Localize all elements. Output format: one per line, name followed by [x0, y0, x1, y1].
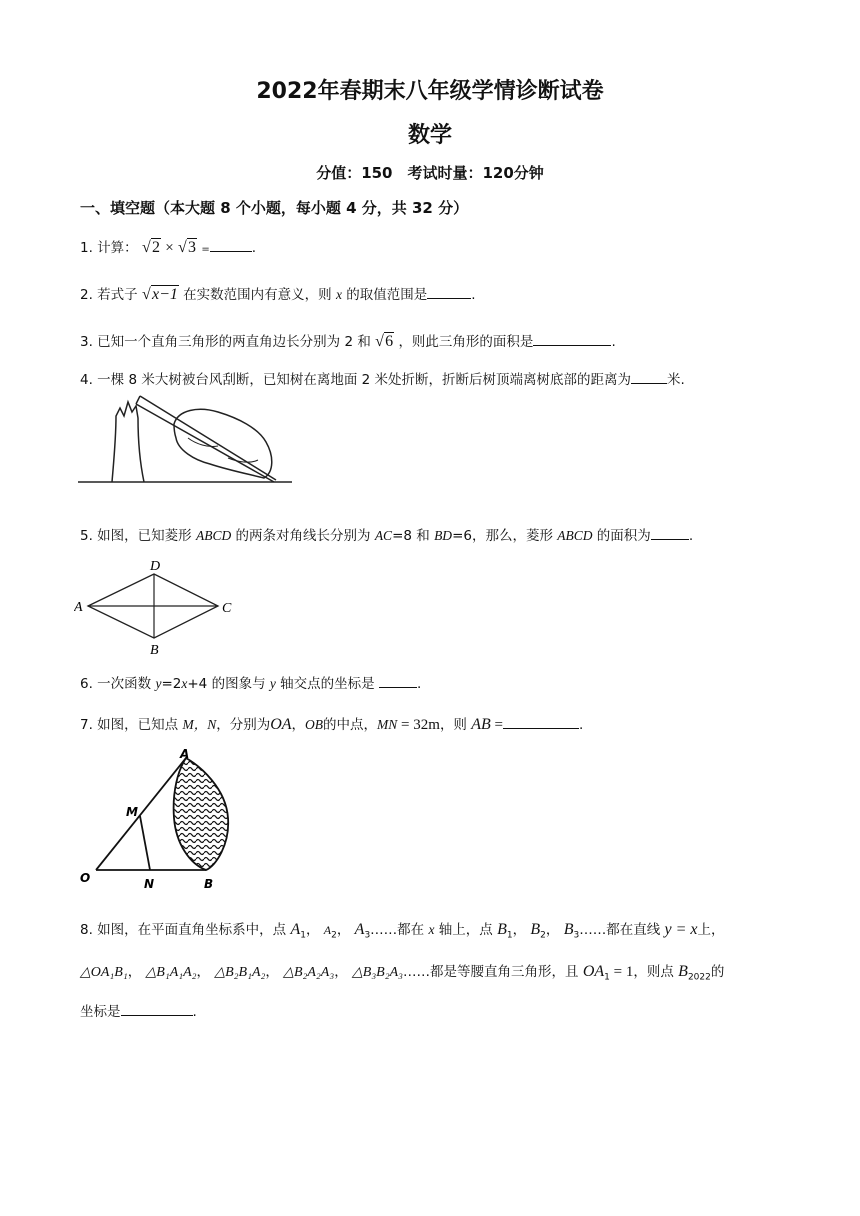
q6-x: x: [181, 676, 188, 691]
exam-meta: 分值：150 考试时量：120分钟: [316, 164, 544, 182]
label-c: C: [222, 601, 232, 616]
q8-oa1: OA: [582, 963, 605, 980]
q6-mid3: 轴交点的坐标是: [275, 676, 379, 692]
q1-answer-blank[interactable]: [210, 239, 252, 252]
q1-sqrt-a: √ 2: [141, 239, 160, 256]
question-5: [80, 524, 693, 544]
label-b: B: [150, 643, 159, 656]
label-n: N: [144, 877, 155, 890]
label-a: A: [74, 600, 83, 615]
q8-suffix: .: [192, 1004, 197, 1020]
q4-suffix: 米.: [667, 372, 685, 388]
q8-tri1: △OA₁B₁: [80, 965, 128, 980]
q6-mid2: +4 的图象与: [187, 676, 270, 692]
q8-a1: A: [290, 921, 301, 938]
q8-b2022-sub: 2022: [687, 972, 711, 983]
q7-mid2: 的中点，: [323, 717, 378, 733]
section-heading: 一、填空题（本大题 8 个小题，每小题 4 分，共 32 分）: [80, 199, 469, 217]
q7-mid4: ，则: [439, 717, 472, 733]
q6-yaxis: y: [269, 676, 276, 691]
q8-line3: 坐标是: [80, 1004, 121, 1020]
label-d: D: [150, 559, 161, 574]
q8-dots-b: ……: [579, 922, 607, 938]
q5-mid4: 的面积为: [592, 528, 651, 544]
q4-text: 4. 一棵 8 米大树被台风刮断，已知树在离地面 2 米处折断，折断后树顶端离树底部的距离为: [80, 372, 632, 388]
q8-mid2: 轴上，点: [434, 922, 493, 938]
question-3: [80, 330, 616, 351]
rhombus-figure: [74, 556, 238, 656]
label-b: B: [204, 877, 214, 890]
q7-eq: =: [490, 717, 503, 733]
q8-prefix: 8. 如图，在平面直角坐标系中，点: [80, 922, 287, 938]
q7-mn-val: = 32m: [397, 717, 440, 733]
q7-suffix: .: [579, 717, 584, 733]
q2-mid1: 在实数范围内有意义，则: [183, 287, 336, 303]
q7-mn: MN: [377, 717, 398, 732]
q8-b2: B: [530, 921, 541, 938]
q5-name1: ABCD: [195, 528, 232, 543]
q8-mid7: 的: [710, 964, 725, 980]
question-8-line-3: [80, 1000, 197, 1020]
q8-dots-a: ……: [370, 922, 398, 938]
q1-eq: =: [201, 244, 210, 255]
q2-suffix: .: [471, 287, 476, 303]
q2-prefix: 2. 若式子: [80, 287, 138, 303]
q8-mid5: 都是等腰直角三角形，且: [430, 964, 579, 980]
q8-tri4: △B₂A₂A₃: [283, 965, 335, 980]
q5-answer-blank[interactable]: [651, 527, 689, 540]
q5-prefix: 5. 如图，已知菱形: [80, 528, 196, 544]
label-o: O: [80, 871, 91, 885]
q7-sep: ，: [291, 717, 306, 733]
label-a: A: [180, 748, 190, 761]
q1-times: ×: [165, 240, 174, 256]
q5-name2: ABCD: [557, 528, 593, 543]
q8-a3: A: [354, 921, 365, 938]
q8-oa1-val: = 1: [609, 964, 634, 980]
q5-mid2: =8 和: [392, 528, 435, 544]
q7-ab: AB: [471, 716, 491, 733]
q7-prefix: 7. 如图，已知点: [80, 717, 183, 733]
q2-mid2: 的取值范围是: [341, 287, 428, 303]
q2-sqrt: √ x−1: [141, 286, 178, 303]
question-8-line-2: △OA₁B₁， △B₁A₁A₂， △B₂B₁A₂， △B₂A₂A₃， △B₃B₂A₃……都是等腰直角三角形，且 $OA_1 = 1$，则点 $B_{2022}$的: [80, 963, 725, 983]
q4-answer-blank[interactable]: [631, 371, 667, 384]
pond-shape: [174, 758, 229, 870]
q3-sqrt: √ 6: [375, 333, 394, 350]
q7-ob: OB: [305, 717, 324, 732]
triangle-pond-figure: [76, 748, 246, 890]
q1-prefix: 1. 计算：: [80, 240, 138, 256]
q8-mid6: ，则点: [633, 964, 674, 980]
q8-x: x: [428, 922, 435, 937]
q5-suffix: .: [688, 528, 694, 544]
q3-prefix: 3. 已知一个直角三角形的两直角边长分别为 2 和: [80, 334, 371, 350]
q7-oa: OA: [270, 716, 292, 733]
q8-b1: B: [497, 921, 507, 938]
q8-answer-blank[interactable]: [121, 1003, 193, 1016]
q8-a2: A: [323, 923, 332, 937]
q2-var: x: [335, 287, 342, 302]
q5-mid1: 的两条对角线长分别为: [231, 528, 375, 544]
side-oa: [96, 758, 186, 870]
q8-tri3: △B₂B₁A₂: [214, 965, 266, 980]
q5-bd: BD: [434, 528, 453, 543]
q8-line-eq: y = x: [664, 921, 698, 938]
subject-title: 数学: [407, 123, 452, 148]
question-4: [80, 368, 685, 388]
question-1: [80, 236, 256, 257]
fallen-trunk-top: [136, 404, 274, 482]
q3-answer-blank[interactable]: [533, 333, 611, 346]
question-8-line-1: 8. 如图，在平面直角坐标系中，点 $A_1$， $A_2$， $A_3\dots\dots$都在 x 轴上，点 $B_1$， $B_2$， $B_3\dots\dots$都在直线 y = x上，: [80, 921, 725, 941]
q8-tri2: △B₁A₁A₂: [145, 965, 197, 980]
q8-dots-c: ……: [403, 964, 431, 980]
question-6: [80, 672, 421, 692]
q1-suffix: .: [251, 240, 257, 256]
q2-answer-blank[interactable]: [427, 286, 471, 299]
q8-tri5: △B₃B₂A₃: [352, 965, 404, 980]
q7-mid1: ，分别为: [216, 717, 271, 733]
q6-suffix: .: [416, 676, 422, 692]
exam-title: 2022年春期末八年级学情诊断试卷: [256, 79, 604, 104]
broken-tree-figure: [78, 388, 294, 488]
q1-sqrt-b: √ 3: [178, 239, 197, 256]
q7-points: M，N: [182, 717, 217, 732]
q6-answer-blank[interactable]: [379, 675, 417, 688]
question-7: [80, 713, 583, 734]
q3-text: ，则此三角形的面积是: [398, 334, 534, 350]
label-m: M: [126, 805, 138, 819]
q3-suffix: .: [611, 334, 616, 350]
tree-trunk: [112, 402, 144, 482]
q8-mid3: 都在直线: [606, 922, 661, 938]
q5-mid3: =6，那么，菱形: [452, 528, 558, 544]
q6-mid1: =2: [161, 676, 182, 692]
q8-b2022: B: [678, 963, 688, 980]
q6-y: y: [155, 676, 162, 691]
q8-b3: B: [563, 921, 574, 938]
q6-prefix: 6. 一次函数: [80, 676, 156, 692]
question-2: [80, 283, 476, 304]
fallen-trunk-bottom: [140, 396, 276, 480]
q7-answer-blank[interactable]: [503, 716, 579, 729]
segment-mn: [140, 816, 150, 870]
q5-ac: AC: [374, 528, 393, 543]
q8-mid1: 都在: [397, 922, 429, 938]
q8-mid4: 上，: [697, 922, 725, 938]
